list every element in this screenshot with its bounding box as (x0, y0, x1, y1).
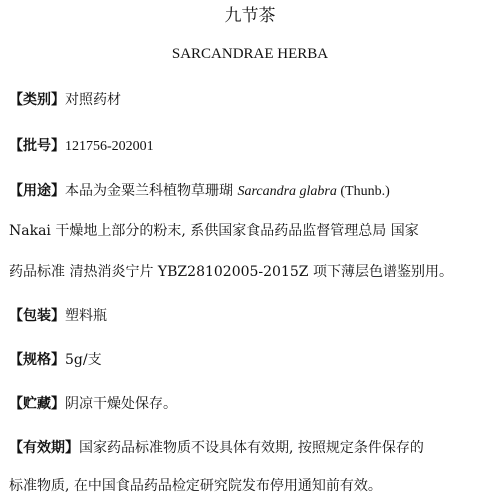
spec-value: 5g/支 (65, 352, 102, 368)
validity-row (9, 437, 494, 459)
spec-label: 【规格】 (9, 352, 65, 368)
usage-text-2: Nakai 干燥地上部分的粉末, 系供国家食品药品监督管理总局 国家 (9, 223, 419, 239)
category-row (9, 89, 494, 111)
usage-text-3: 药品标准 清热消炎宁片 YBZ28102005-2015Z 项下薄层色谱鉴别用。 (9, 264, 453, 280)
packaging-value: 塑料瓶 (65, 308, 107, 324)
usage-text-1: 本品为金粟兰科植物草珊瑚 (65, 183, 238, 199)
category-value: 对照药材 (65, 92, 121, 108)
spec-row (9, 349, 494, 371)
validity-text-2: 标准物质, 在中国食品药品检定研究院发布停用通知前有效。 (9, 478, 382, 494)
usage-latin-name: Sarcandra glabra (237, 184, 337, 199)
validity-text-1: 国家药品标准物质不设具体有效期, 按照规定条件保存的 (79, 440, 424, 456)
usage-label: 【用途】 (9, 183, 65, 199)
batch-label: 【批号】 (9, 138, 65, 154)
packaging-label: 【包装】 (9, 308, 65, 324)
usage-row (9, 180, 494, 203)
validity-label: 【有效期】 (9, 440, 79, 456)
storage-label: 【贮藏】 (9, 396, 65, 412)
packaging-row (9, 305, 494, 327)
batch-row (9, 135, 494, 158)
storage-row (9, 393, 494, 415)
batch-value: 121756-202001 (65, 139, 154, 154)
document-title-latin: SARCANDRAE HERBA (171, 46, 329, 62)
usage-authority: (Thunb.) (336, 184, 390, 199)
storage-value: 阴凉干燥处保存。 (65, 396, 177, 412)
document-title: 九节茶 (224, 6, 276, 26)
category-label: 【类别】 (9, 92, 65, 108)
